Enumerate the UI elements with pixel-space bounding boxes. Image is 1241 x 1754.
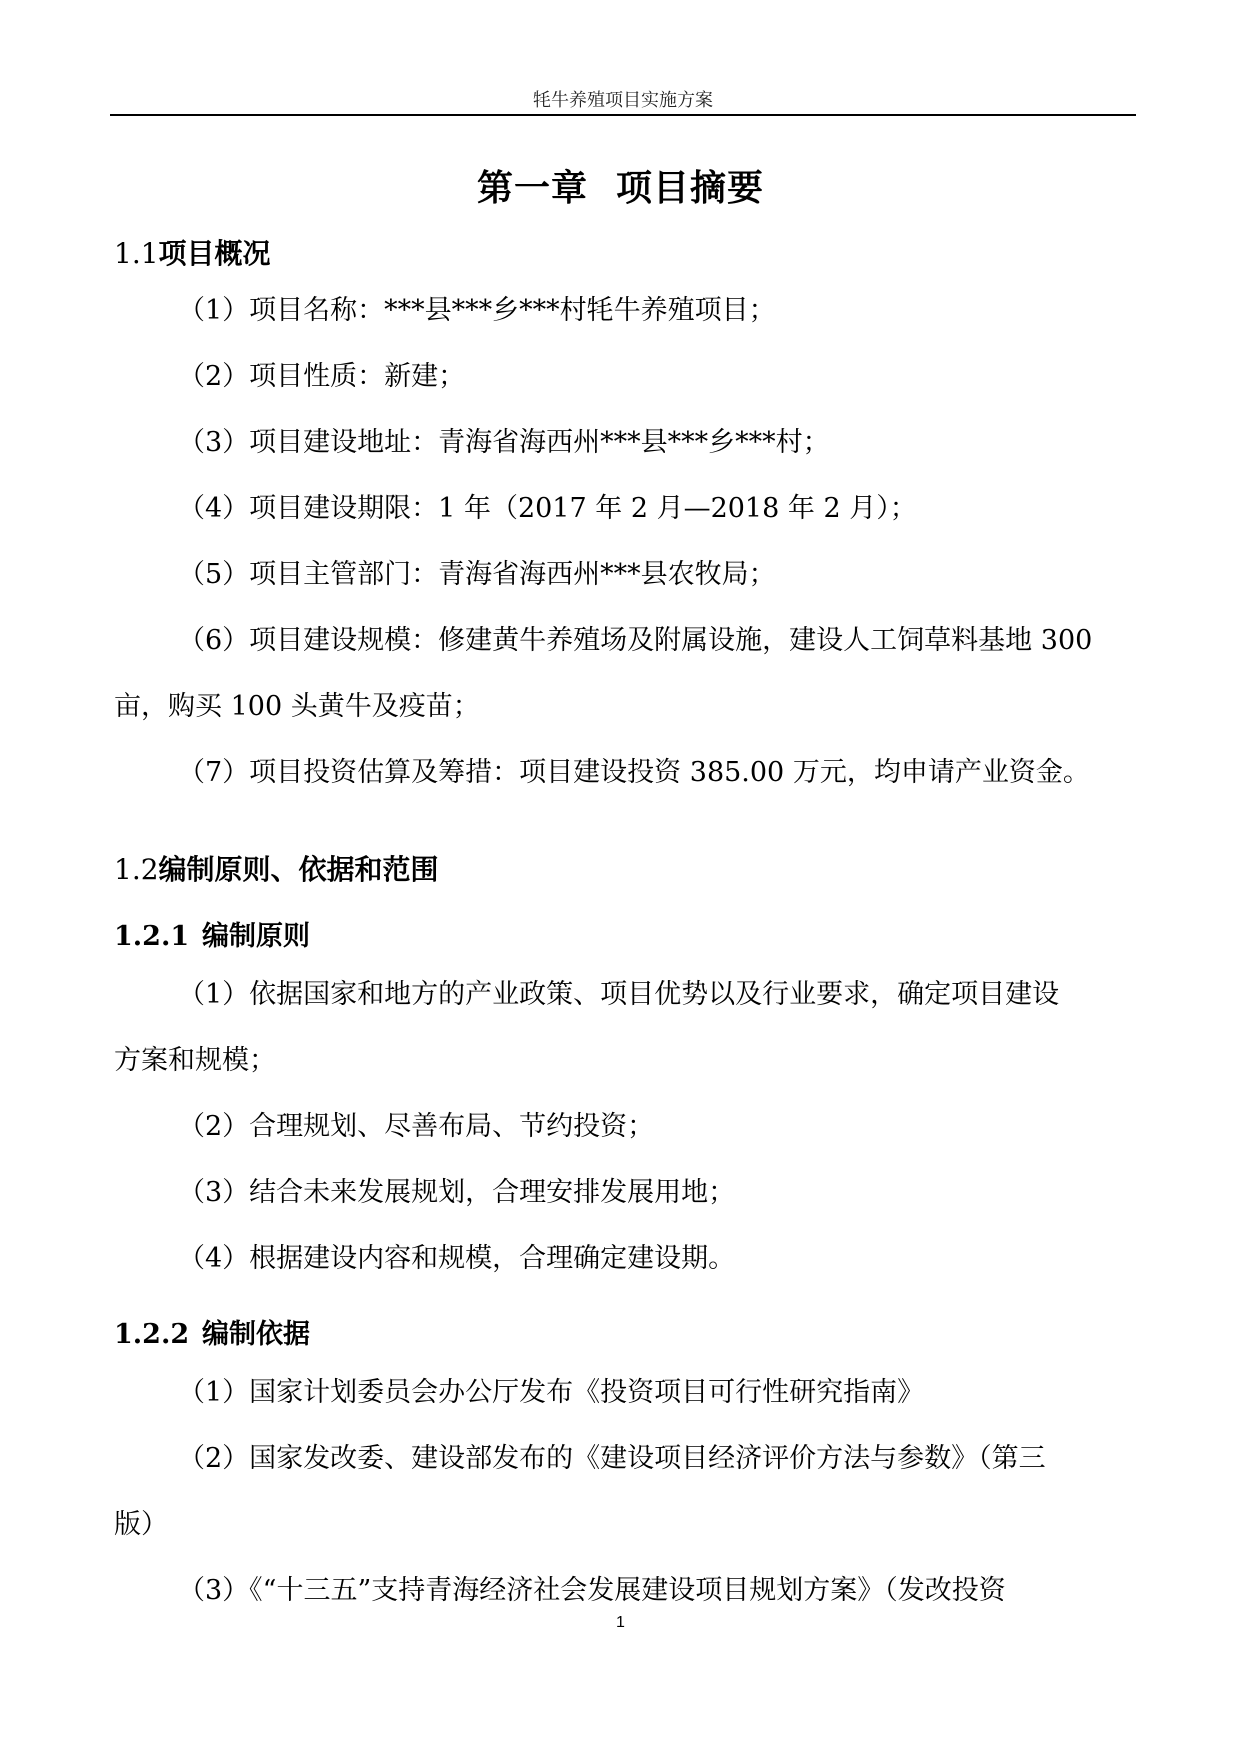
list-item: （4）根据建设内容和规模，合理确定建设期。 <box>178 1243 736 1274</box>
running-header: 牦牛养殖项目实施方案 <box>533 90 713 111</box>
list-item: （2）项目性质：新建； <box>178 361 466 392</box>
subsection-number: 1.2.2 <box>114 1319 190 1350</box>
subsection-heading-1-2-1 <box>114 914 310 953</box>
section-title: 编制原则、依据和范围 <box>158 853 439 886</box>
section-number: 1.1 <box>114 237 159 270</box>
list-item: （1）项目名称：***县***乡***村牦牛养殖项目； <box>178 295 776 326</box>
subsection-title: 编制原则 <box>202 921 310 952</box>
subsection-title: 编制依据 <box>202 1319 310 1350</box>
subsection-number: 1.2.1 <box>114 921 190 952</box>
list-item: （2）合理规划、尽善布局、节约投资； <box>178 1111 655 1142</box>
list-item: （6）项目建设规模：修建黄牛养殖场及附属设施，建设人工饲草料基地 300 <box>178 625 1093 656</box>
section-1-2-1-body <box>114 962 1134 1292</box>
chapter-title <box>0 160 1241 211</box>
chapter-number: 第一章 <box>476 167 588 209</box>
header-rule <box>110 114 1136 116</box>
list-item: （1）依据国家和地方的产业政策、项目优势以及行业要求，确定项目建设 <box>178 979 1060 1010</box>
section-title: 项目概况 <box>158 237 271 270</box>
section-1-1-body <box>114 278 1134 806</box>
list-item-continuation: 版） <box>114 1509 168 1540</box>
chapter-name: 项目摘要 <box>616 167 765 209</box>
list-item: （2）国家发改委、建设部发布的《建设项目经济评价方法与参数》（第三 <box>178 1443 1046 1474</box>
page-number: 1 <box>616 1614 625 1631</box>
section-number: 1.2 <box>114 853 159 886</box>
list-item: （1）国家计划委员会办公厅发布《投资项目可行性研究指南》 <box>178 1377 925 1408</box>
list-item: （4）项目建设期限：1 年（2017 年 2 月—2018 年 2 月）； <box>178 493 917 524</box>
subsection-heading-1-2-2 <box>114 1312 310 1351</box>
list-item: （3）结合未来发展规划，合理安排发展用地； <box>178 1177 736 1208</box>
list-item-continuation: 亩，购买 100 头黄牛及疫苗； <box>114 691 480 722</box>
list-item: （7）项目投资估算及筹措：项目建设投资 385.00 万元，均申请产业资金。 <box>178 757 1090 788</box>
section-heading-1-2 <box>114 848 439 888</box>
list-item: （3）项目建设地址：青海省海西州***县***乡***村； <box>178 427 830 458</box>
section-1-2-2-body <box>114 1360 1134 1624</box>
list-item-continuation: 方案和规模； <box>114 1045 276 1076</box>
list-item: （5）项目主管部门：青海省海西州***县农牧局； <box>178 559 776 590</box>
list-item: （3）《“十三五”支持青海经济社会发展建设项目规划方案》（发改投资 <box>178 1575 1006 1606</box>
section-heading-1-1 <box>114 232 271 272</box>
